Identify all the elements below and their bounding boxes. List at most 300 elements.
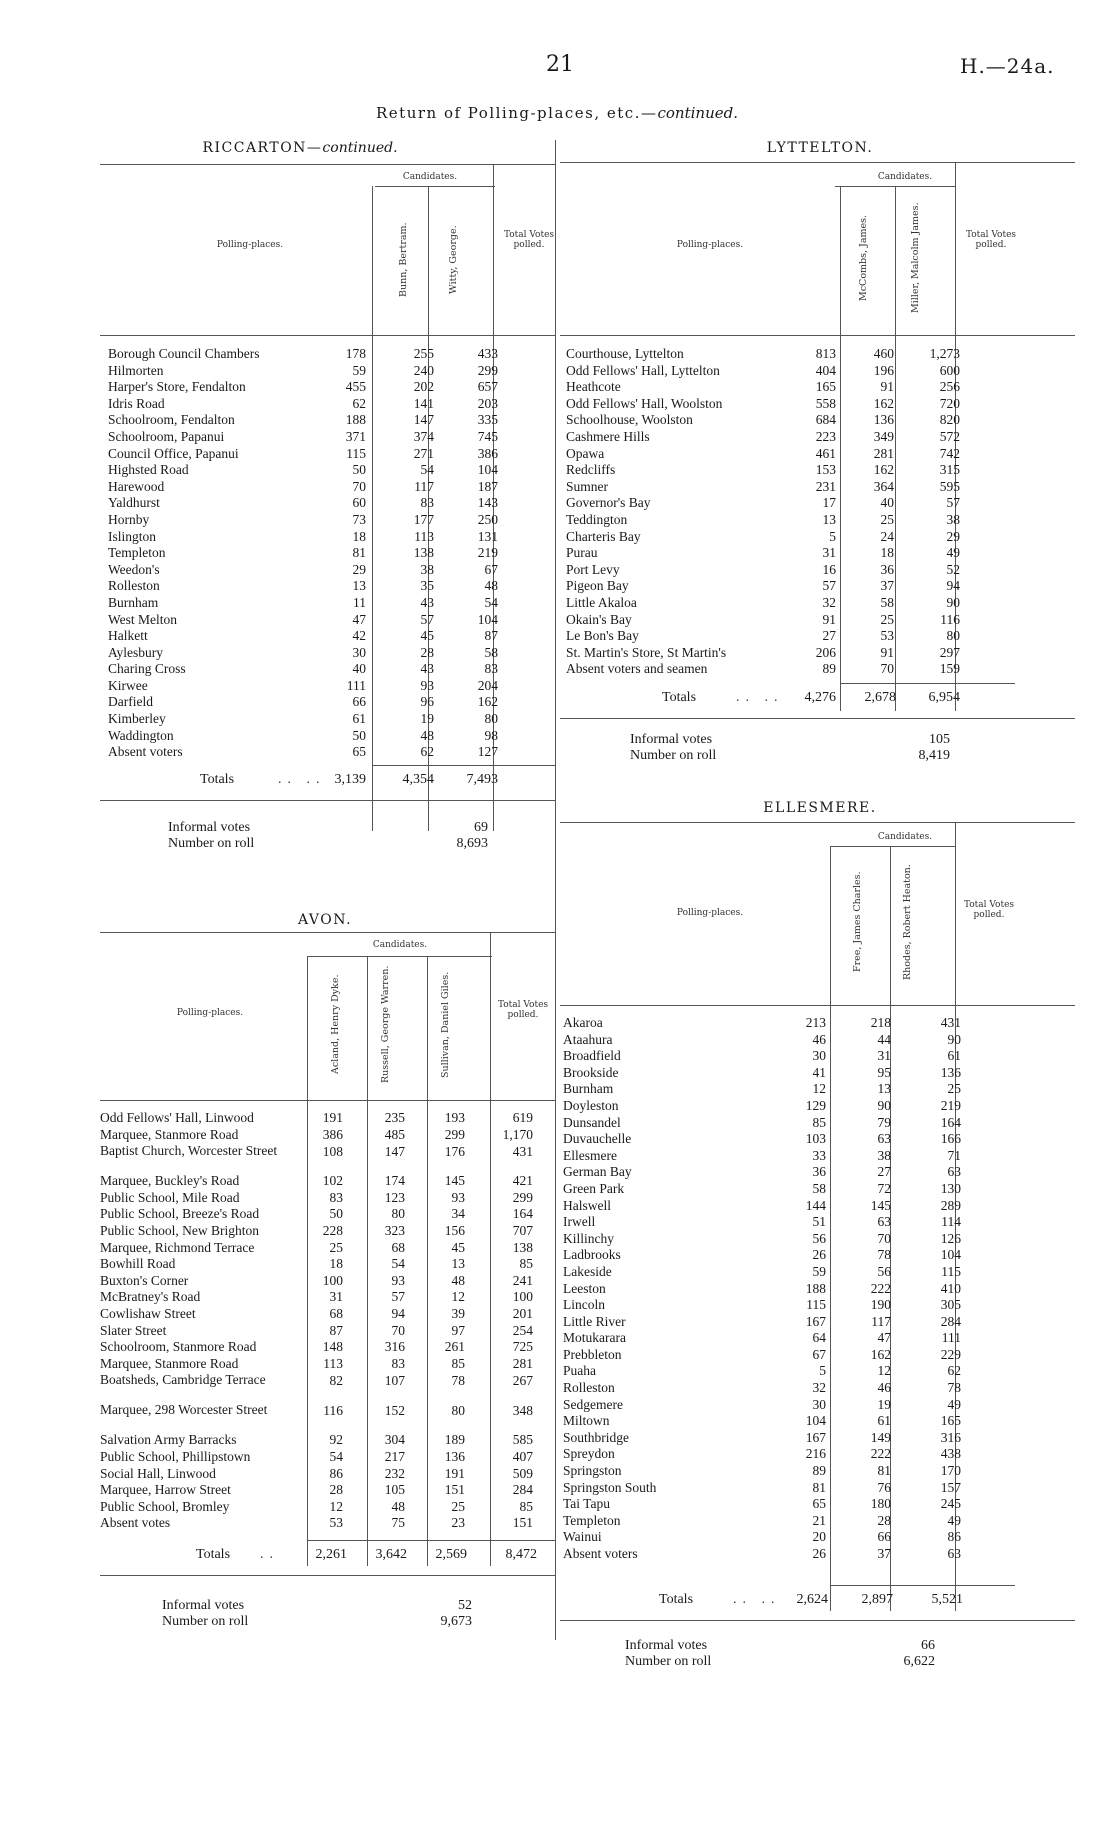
riccarton-value-b: 202 <box>413 379 434 395</box>
avon-value-a: 50 <box>329 1206 343 1222</box>
riccarton-value-t: 219 <box>477 545 498 561</box>
riccarton-value-b: 93 <box>420 677 434 693</box>
ellesmere-place-name: Ladbrooks <box>563 1247 621 1263</box>
riccarton-place-name: Kimberley <box>108 711 166 727</box>
ellesmere-value-b: 19 <box>877 1396 891 1412</box>
ellesmere-value-t: 219 <box>940 1097 961 1113</box>
avon-totals-leader: .. <box>260 1547 279 1562</box>
avon-candidate-1: Acland, Henry Dyke. <box>330 974 341 1075</box>
ellesmere-value-a: 85 <box>812 1114 826 1130</box>
lyttelton-totals-rule <box>840 683 1015 684</box>
ellesmere-value-a: 103 <box>805 1131 826 1147</box>
ellesmere-place-name: Lakeside <box>563 1263 612 1279</box>
lyttelton-row <box>566 562 1016 579</box>
riccarton-value-a: 62 <box>352 395 366 411</box>
ellesmere-value-t: 49 <box>947 1396 961 1412</box>
ellesmere-row <box>563 1264 1018 1281</box>
ellesmere-place-name: Duvauchelle <box>563 1131 632 1147</box>
riccarton-value-t: 299 <box>477 362 498 378</box>
avon-informal-label: Informal votes <box>162 1598 245 1613</box>
ellesmere-place-name: Southbridge <box>563 1429 629 1445</box>
ellesmere-value-t: 164 <box>940 1114 961 1130</box>
ellesmere-place-name: Burnham <box>563 1081 614 1097</box>
lyttelton-value-t: 820 <box>939 412 960 428</box>
ellesmere-value-t: 229 <box>940 1346 961 1362</box>
avon-value-a: 116 <box>323 1403 343 1419</box>
lyttelton-value-t: 38 <box>946 511 960 527</box>
lyttelton-value-t: 315 <box>939 462 960 478</box>
riccarton-place-name: Idris Road <box>108 395 165 411</box>
lyttelton-value-a: 13 <box>822 511 836 527</box>
ellesmere-row <box>563 1081 1018 1098</box>
avon-value-c: 13 <box>451 1256 465 1272</box>
avon-value-b: 70 <box>391 1322 405 1338</box>
lyttelton-place-name: Absent voters and seamen <box>566 661 708 677</box>
riccarton-row <box>108 578 558 595</box>
lyttelton-place-name: Schoolhouse, Woolston <box>566 412 693 428</box>
avon-value-t: 164 <box>512 1206 533 1222</box>
ellesmere-value-a: 56 <box>812 1230 826 1246</box>
avon-value-t: 407 <box>512 1448 533 1464</box>
riccarton-value-a: 47 <box>352 611 366 627</box>
ellesmere-informal-label: Informal votes <box>625 1638 708 1653</box>
ellesmere-place-name: Spreydon <box>563 1446 615 1462</box>
ellesmere-place-name: Halswell <box>563 1197 611 1213</box>
ellesmere-value-a: 167 <box>805 1429 826 1445</box>
riccarton-row <box>108 612 558 629</box>
lyttelton-row <box>566 363 1016 380</box>
ellesmere-candidate-1: Free, James Charles. <box>852 871 863 973</box>
avon-value-t: 201 <box>512 1305 533 1321</box>
riccarton-value-t: 204 <box>477 677 498 693</box>
riccarton-value-b: 147 <box>413 412 434 428</box>
lyttelton-value-b: 36 <box>880 561 894 577</box>
riccarton-value-a: 111 <box>346 677 366 693</box>
avon-row <box>100 1466 555 1483</box>
lyttelton-value-a: 57 <box>822 578 836 594</box>
riccarton-informal-value: 69 <box>474 820 488 835</box>
avon-value-a: 86 <box>329 1465 343 1481</box>
lyttelton-place-name: Governor's Bay <box>566 495 651 511</box>
ellesmere-place-name: German Bay <box>563 1164 632 1180</box>
lyttelton-value-a: 231 <box>815 478 836 494</box>
lyttelton-value-t: 159 <box>939 661 960 677</box>
lyttelton-place-name: Cashmere Hills <box>566 428 650 444</box>
lyttelton-value-t: 90 <box>946 594 960 610</box>
avon-row <box>100 1206 555 1223</box>
riccarton-value-a: 60 <box>352 495 366 511</box>
avon-value-b: 75 <box>391 1515 405 1531</box>
ellesmere-value-t: 90 <box>947 1031 961 1047</box>
lyttelton-value-a: 206 <box>815 644 836 660</box>
avon-row <box>100 1190 555 1207</box>
riccarton-title-text: RICCARTON— <box>202 140 323 156</box>
lyttelton-value-t: 80 <box>946 628 960 644</box>
lyttelton-value-t: 572 <box>939 428 960 444</box>
avon-value-t: 241 <box>512 1272 533 1288</box>
ellesmere-place-name: Leeston <box>563 1280 606 1296</box>
ellesmere-value-b: 47 <box>877 1330 891 1346</box>
ellesmere-value-a: 20 <box>812 1529 826 1545</box>
lyttelton-row <box>566 495 1016 512</box>
lyttelton-value-t: 256 <box>939 379 960 395</box>
ellesmere-value-a: 81 <box>812 1479 826 1495</box>
ellesmere-row <box>563 1247 1018 1264</box>
lyttelton-place-name: Port Levy <box>566 561 620 577</box>
avon-header-rule <box>100 932 555 933</box>
lyttelton-value-a: 31 <box>822 545 836 561</box>
lyttelton-header-rule <box>560 162 1075 163</box>
lyttelton-value-a: 153 <box>815 462 836 478</box>
ellesmere-value-a: 51 <box>812 1214 826 1230</box>
avon-value-c: 97 <box>451 1322 465 1338</box>
riccarton-row <box>108 694 558 711</box>
riccarton-row <box>108 744 558 761</box>
riccarton-value-b: 54 <box>420 462 434 478</box>
ellesmere-place-name: Green Park <box>563 1180 625 1196</box>
lyttelton-value-b: 25 <box>880 611 894 627</box>
ellesmere-value-b: 38 <box>877 1147 891 1163</box>
avon-place-name: Public School, Phillipstown <box>100 1448 251 1464</box>
avon-place-name: Public School, New Brighton <box>100 1222 259 1238</box>
riccarton-head-bottom-rule <box>100 335 555 336</box>
riccarton-value-a: 73 <box>352 511 366 527</box>
avon-candidate-2: Russell, George Warren. <box>380 965 391 1084</box>
avon-table <box>100 1110 555 1532</box>
lyttelton-value-a: 684 <box>815 412 836 428</box>
avon-place-name: Schoolroom, Stanmore Road <box>100 1339 257 1355</box>
ellesmere-row <box>563 1397 1018 1414</box>
page-title-main: Return of Polling-places, etc.— <box>376 104 658 122</box>
ellesmere-row <box>563 1330 1018 1347</box>
lyttelton-value-a: 404 <box>815 362 836 378</box>
ellesmere-col-total: Total Votes polled. <box>963 900 1015 920</box>
lyttelton-candidate-1: McCombs, James. <box>858 214 869 301</box>
riccarton-total-t: 7,493 <box>466 772 498 787</box>
avon-place-name: Social Hall, Linwood <box>100 1465 216 1481</box>
lyttelton-col-place: Polling-places. <box>676 240 744 250</box>
lyttelton-value-b: 58 <box>880 594 894 610</box>
ellesmere-value-t: 245 <box>940 1496 961 1512</box>
lyttelton-place-name: Charteris Bay <box>566 528 641 544</box>
ellesmere-row <box>563 1164 1018 1181</box>
ellesmere-value-t: 86 <box>947 1529 961 1545</box>
ellesmere-value-a: 30 <box>812 1396 826 1412</box>
ellesmere-table <box>563 1015 1018 1563</box>
avon-value-a: 113 <box>323 1355 343 1371</box>
riccarton-title <box>100 140 500 156</box>
riccarton-place-name: Schoolroom, Fendalton <box>108 412 235 428</box>
riccarton-row <box>108 379 558 396</box>
avon-summary <box>162 1598 502 1634</box>
avon-value-t: 281 <box>512 1355 533 1371</box>
avon-value-t: 85 <box>519 1256 533 1272</box>
ellesmere-value-b: 61 <box>877 1413 891 1429</box>
lyttelton-totals-row <box>566 690 1016 710</box>
ellesmere-value-t: 62 <box>947 1363 961 1379</box>
avon-row <box>100 1110 555 1127</box>
avon-value-t: 151 <box>512 1515 533 1531</box>
lyttelton-value-t: 720 <box>939 395 960 411</box>
avon-value-c: 12 <box>451 1289 465 1305</box>
ellesmere-row <box>563 1513 1018 1530</box>
avon-value-c: 23 <box>451 1515 465 1531</box>
avon-row <box>100 1323 555 1340</box>
avon-value-c: 93 <box>451 1189 465 1205</box>
riccarton-place-name: Borough Council Chambers <box>108 346 260 361</box>
ellesmere-place-name: Absent voters <box>563 1546 638 1561</box>
ellesmere-value-a: 144 <box>805 1197 826 1213</box>
ellesmere-place-name: Lincoln <box>563 1297 605 1313</box>
avon-row <box>100 1356 555 1373</box>
ellesmere-place-name: Little River <box>563 1313 626 1329</box>
ellesmere-value-a: 26 <box>812 1247 826 1263</box>
avon-row <box>100 1273 555 1290</box>
avon-value-t: 619 <box>512 1110 533 1125</box>
riccarton-row <box>108 728 558 745</box>
riccarton-value-a: 11 <box>353 594 366 610</box>
riccarton-value-b: 374 <box>413 428 434 444</box>
ellesmere-value-b: 180 <box>870 1496 891 1512</box>
avon-value-t: 284 <box>512 1482 533 1498</box>
ellesmere-place-name: Miltown <box>563 1413 610 1429</box>
avon-value-a: 191 <box>322 1110 343 1125</box>
ellesmere-value-a: 26 <box>812 1546 826 1561</box>
riccarton-value-b: 19 <box>420 711 434 727</box>
page-title-italic: continued. <box>657 104 738 122</box>
avon-value-c: 191 <box>444 1465 465 1481</box>
riccarton-value-a: 178 <box>345 346 366 361</box>
ellesmere-place-name: Wainui <box>563 1529 602 1545</box>
ellesmere-value-t: 61 <box>947 1048 961 1064</box>
lyttelton-row <box>566 612 1016 629</box>
lyttelton-value-b: 24 <box>880 528 894 544</box>
riccarton-header-rule <box>100 164 555 165</box>
ellesmere-place-name: Rolleston <box>563 1380 615 1396</box>
ellesmere-value-t: 166 <box>940 1131 961 1147</box>
avon-total-t: 8,472 <box>505 1547 537 1562</box>
avon-value-b: 94 <box>391 1305 405 1321</box>
avon-total-b: 3,642 <box>375 1547 407 1562</box>
riccarton-value-t: 48 <box>484 578 498 594</box>
riccarton-value-t: 67 <box>484 561 498 577</box>
ellesmere-value-a: 67 <box>812 1346 826 1362</box>
lyttelton-place-name: Little Akaloa <box>566 594 637 610</box>
avon-value-c: 48 <box>451 1272 465 1288</box>
riccarton-place-name: Templeton <box>108 545 166 561</box>
avon-value-a: 83 <box>329 1189 343 1205</box>
ellesmere-value-t: 170 <box>940 1463 961 1479</box>
ellesmere-value-t: 63 <box>947 1164 961 1180</box>
ellesmere-value-t: 289 <box>940 1197 961 1213</box>
avon-value-a: 25 <box>329 1239 343 1255</box>
lyttelton-value-t: 49 <box>946 545 960 561</box>
lyttelton-roll-label: Number on roll <box>630 748 717 763</box>
avon-place-name: Baptist Church, Worcester Street <box>100 1143 278 1159</box>
lyttelton-value-b: 136 <box>873 412 894 428</box>
avon-value-b: 485 <box>384 1126 405 1142</box>
ellesmere-row <box>563 1413 1018 1430</box>
lyttelton-row <box>566 529 1016 546</box>
ellesmere-value-t: 71 <box>947 1147 961 1163</box>
riccarton-place-name: Yaldhurst <box>108 495 160 511</box>
avon-place-name: Boatsheds, Cambridge Terrace <box>100 1372 266 1388</box>
riccarton-value-a: 81 <box>352 545 366 561</box>
riccarton-informal-label: Informal votes <box>168 820 251 835</box>
ellesmere-value-b: 190 <box>870 1297 891 1313</box>
ellesmere-place-name: Dunsandel <box>563 1114 621 1130</box>
avon-value-t: 421 <box>512 1173 533 1189</box>
avon-value-c: 261 <box>444 1339 465 1355</box>
riccarton-value-a: 29 <box>352 561 366 577</box>
avon-value-a: 68 <box>329 1305 343 1321</box>
lyttelton-row <box>566 462 1016 479</box>
lyttelton-value-t: 600 <box>939 362 960 378</box>
ellesmere-row <box>563 1496 1018 1513</box>
page-number: 21 <box>546 52 574 77</box>
lyttelton-candidates-label: Candidates. <box>877 172 933 182</box>
avon-value-b: 107 <box>384 1373 405 1389</box>
avon-value-a: 28 <box>329 1482 343 1498</box>
riccarton-row <box>108 645 558 662</box>
ellesmere-place-name: Tai Tapu <box>563 1496 610 1512</box>
riccarton-total-b: 4,354 <box>402 772 434 787</box>
ellesmere-value-a: 64 <box>812 1330 826 1346</box>
riccarton-value-b: 240 <box>413 362 434 378</box>
avon-value-c: 85 <box>451 1355 465 1371</box>
riccarton-table <box>108 346 558 761</box>
avon-row <box>100 1482 555 1499</box>
riccarton-value-a: 18 <box>352 528 366 544</box>
riccarton-totals-leader: .. .. <box>278 772 326 787</box>
lyttelton-value-b: 25 <box>880 511 894 527</box>
avon-value-a: 12 <box>329 1498 343 1514</box>
lyttelton-roll-value: 8,419 <box>918 748 950 763</box>
lyttelton-value-a: 27 <box>822 628 836 644</box>
ellesmere-place-name: Springston South <box>563 1479 657 1495</box>
ellesmere-value-b: 222 <box>870 1446 891 1462</box>
ellesmere-row <box>563 1065 1018 1082</box>
ellesmere-row <box>563 1148 1018 1165</box>
avon-total-a: 2,261 <box>315 1547 347 1562</box>
lyttelton-head-bottom-rule <box>560 335 1075 336</box>
avon-row <box>100 1256 555 1273</box>
ellesmere-place-name: Broadfield <box>563 1048 621 1064</box>
lyttelton-row <box>566 346 1016 363</box>
ellesmere-value-t: 438 <box>940 1446 961 1462</box>
lyttelton-value-b: 364 <box>873 478 894 494</box>
ellesmere-row <box>563 1446 1018 1463</box>
avon-value-t: 725 <box>512 1339 533 1355</box>
riccarton-value-a: 115 <box>346 445 366 461</box>
ellesmere-row <box>563 1231 1018 1248</box>
lyttelton-value-a: 5 <box>829 528 836 544</box>
ellesmere-totals-row <box>563 1592 1018 1612</box>
riccarton-row <box>108 412 558 429</box>
avon-value-b: 93 <box>391 1272 405 1288</box>
riccarton-row <box>108 512 558 529</box>
ellesmere-value-b: 162 <box>870 1346 891 1362</box>
avon-value-b: 123 <box>384 1189 405 1205</box>
riccarton-row <box>108 462 558 479</box>
lyttelton-informal-label: Informal votes <box>630 732 713 747</box>
ellesmere-row <box>563 1314 1018 1331</box>
lyttelton-value-t: 57 <box>946 495 960 511</box>
ellesmere-value-a: 30 <box>812 1048 826 1064</box>
avon-place-name: Marquee, Harrow Street <box>100 1482 231 1498</box>
ellesmere-total-a: 2,624 <box>796 1592 828 1607</box>
ellesmere-place-name: Springston <box>563 1463 622 1479</box>
avon-row <box>100 1240 555 1257</box>
ellesmere-value-t: 284 <box>940 1313 961 1329</box>
ellesmere-value-a: 32 <box>812 1380 826 1396</box>
avon-place-name: Marquee, Stanmore Road <box>100 1126 239 1142</box>
riccarton-value-b: 141 <box>413 395 434 411</box>
ellesmere-row <box>563 1015 1018 1032</box>
ellesmere-summary <box>625 1638 975 1674</box>
ellesmere-head-bottom-rule <box>560 1005 1075 1006</box>
riccarton-value-b: 255 <box>413 346 434 361</box>
riccarton-candidate-2: Witty, George. <box>448 225 459 295</box>
lyttelton-value-b: 460 <box>873 346 894 361</box>
lyttelton-value-a: 558 <box>815 395 836 411</box>
avon-value-a: 53 <box>329 1515 343 1531</box>
lyttelton-value-t: 52 <box>946 561 960 577</box>
avon-value-t: 138 <box>512 1239 533 1255</box>
ellesmere-value-t: 431 <box>940 1015 961 1030</box>
riccarton-value-a: 455 <box>345 379 366 395</box>
riccarton-value-b: 117 <box>414 478 434 494</box>
avon-informal-value: 52 <box>458 1598 472 1613</box>
riccarton-value-t: 203 <box>477 395 498 411</box>
ellesmere-total-t: 5,521 <box>931 1592 963 1607</box>
avon-place-name: Bowhill Road <box>100 1256 176 1272</box>
riccarton-place-name: Waddington <box>108 727 174 743</box>
lyttelton-value-t: 297 <box>939 644 960 660</box>
riccarton-value-b: 62 <box>420 744 434 760</box>
riccarton-value-a: 66 <box>352 694 366 710</box>
riccarton-totals-rule <box>372 765 555 766</box>
avon-value-c: 156 <box>444 1222 465 1238</box>
avon-row <box>100 1223 555 1240</box>
riccarton-value-t: 104 <box>477 611 498 627</box>
avon-place-name: Odd Fellows' Hall, Linwood <box>100 1110 254 1125</box>
riccarton-place-name: Harewood <box>108 478 165 494</box>
avon-row <box>100 1432 555 1449</box>
avon-value-b: 83 <box>391 1355 405 1371</box>
lyttelton-row <box>566 446 1016 463</box>
lyttelton-value-b: 91 <box>880 644 894 660</box>
avon-total-c: 2,569 <box>435 1547 467 1562</box>
riccarton-value-t: 433 <box>477 346 498 361</box>
ellesmere-value-t: 305 <box>940 1297 961 1313</box>
ellesmere-value-a: 41 <box>812 1064 826 1080</box>
riccarton-value-b: 35 <box>420 578 434 594</box>
ellesmere-value-a: 65 <box>812 1496 826 1512</box>
ellesmere-value-b: 66 <box>877 1529 891 1545</box>
riccarton-row <box>108 446 558 463</box>
page-title <box>0 104 1114 122</box>
riccarton-value-t: 87 <box>484 628 498 644</box>
avon-value-c: 25 <box>451 1498 465 1514</box>
lyttelton-row <box>566 429 1016 446</box>
riccarton-value-b: 177 <box>413 511 434 527</box>
ellesmere-place-name: Ataahura <box>563 1031 613 1047</box>
avon-place-name: Buxton's Corner <box>100 1272 189 1288</box>
lyttelton-candidate-2: Miller, Malcolm James. <box>910 202 921 313</box>
ellesmere-row <box>563 1529 1018 1546</box>
riccarton-place-name: Aylesbury <box>108 644 164 660</box>
